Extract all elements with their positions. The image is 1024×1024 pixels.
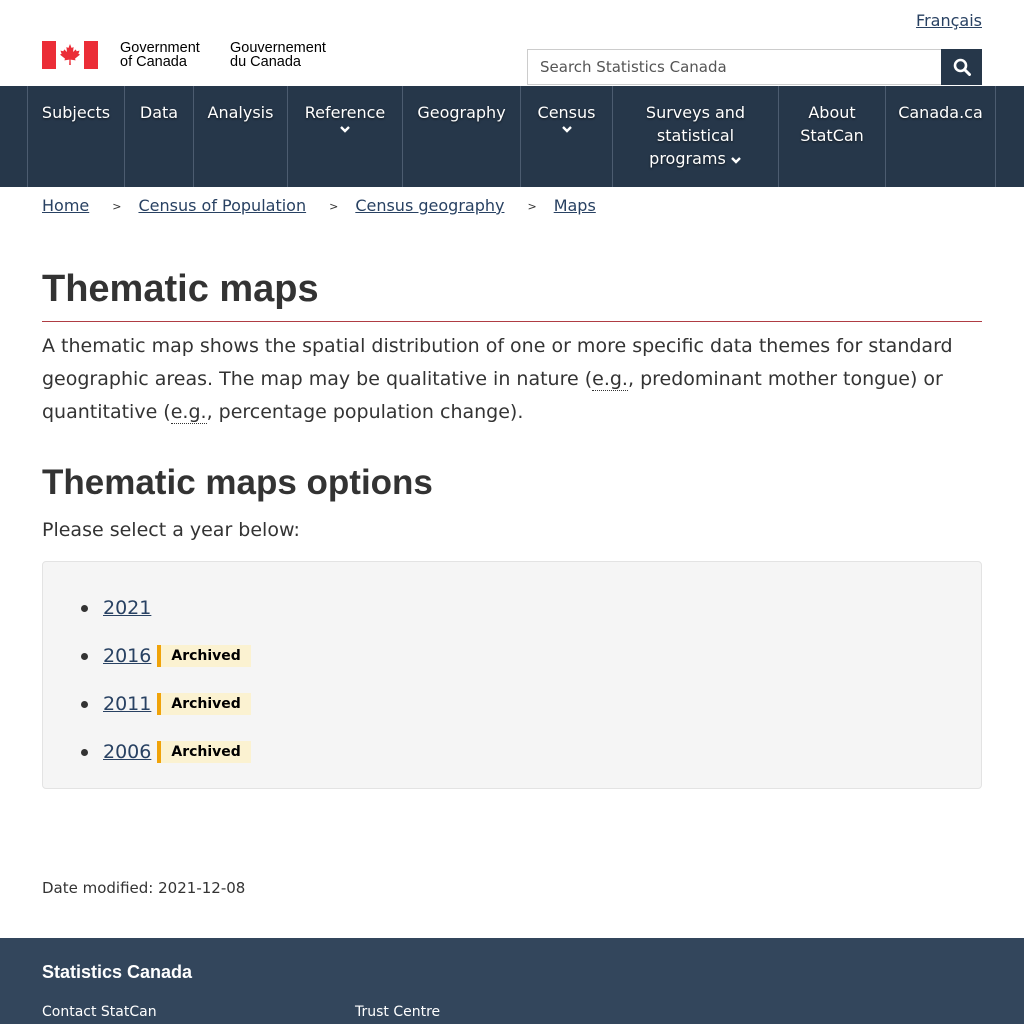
list-item xyxy=(81,632,251,680)
nav-item-label: Subjects xyxy=(41,103,111,122)
search-button[interactable] xyxy=(941,49,982,85)
government-of-canada-signature[interactable] xyxy=(42,41,340,69)
bullet-icon xyxy=(81,653,88,660)
nav-item-about[interactable] xyxy=(778,86,885,187)
year-link-2011[interactable]: 2011 xyxy=(103,693,152,715)
archived-badge: Archived xyxy=(157,645,250,667)
list-item xyxy=(81,680,251,728)
nav-item-label: Census xyxy=(537,103,596,122)
breadcrumb-separator: > xyxy=(112,200,122,213)
year-prompt: Please select a year below: xyxy=(42,519,300,541)
nav-item-label: StatCan xyxy=(800,126,864,145)
nav-item-census[interactable] xyxy=(520,86,612,187)
nav-item-label: Surveys and xyxy=(645,103,746,122)
year-options-panel xyxy=(42,561,982,789)
language-toggle-link[interactable]: Français xyxy=(916,11,982,30)
chevron-down-icon xyxy=(730,155,742,165)
eg-abbreviation: e.g. xyxy=(170,401,207,423)
brand-fr-line2: du Canada xyxy=(230,54,301,70)
search-input[interactable] xyxy=(527,49,941,85)
site-footer xyxy=(0,938,1024,1024)
date-modified xyxy=(42,879,245,897)
list-item xyxy=(81,728,251,776)
nav-item-canada-ca[interactable] xyxy=(885,86,996,187)
bullet-icon xyxy=(81,605,88,612)
date-modified-label: Date modified: xyxy=(42,879,154,897)
nav-item-data[interactable] xyxy=(124,86,193,187)
footer-title: Statistics Canada xyxy=(42,962,193,982)
breadcrumb-census-geography[interactable]: Census geography xyxy=(355,196,505,215)
breadcrumb-census-of-population[interactable]: Census of Population xyxy=(138,196,307,215)
year-list xyxy=(81,584,251,776)
breadcrumb-home[interactable]: Home xyxy=(42,196,90,215)
bullet-icon xyxy=(81,749,88,756)
brand-fr-line1: Gouvernement xyxy=(230,40,326,56)
year-link-2006[interactable]: 2006 xyxy=(103,741,152,763)
breadcrumb xyxy=(42,196,596,215)
page-title: Thematic maps xyxy=(42,268,982,322)
breadcrumb-maps[interactable]: Maps xyxy=(553,196,596,215)
year-link-2016[interactable]: 2016 xyxy=(103,645,152,667)
section-title: Thematic maps options xyxy=(42,463,433,502)
nav-item-label: Reference xyxy=(304,103,386,122)
breadcrumb-separator: > xyxy=(527,200,537,213)
nav-item-label: Data xyxy=(139,103,179,122)
footer-link-trust-centre[interactable]: Trust Centre xyxy=(355,1004,441,1020)
nav-item-analysis[interactable] xyxy=(193,86,287,187)
nav-item-subjects[interactable] xyxy=(27,86,124,187)
list-item xyxy=(81,584,251,632)
search-icon xyxy=(953,58,971,76)
intro-paragraph: A thematic map shows the spatial distribution of one or more specific data themes for standard geographic areas. The map may be qualitative in nature (e.g., predominant mother tongue) or quantitative (e.g., percentage population change). xyxy=(42,335,953,423)
breadcrumb-separator: > xyxy=(329,200,339,213)
footer-link-contact[interactable]: Contact StatCan xyxy=(42,1004,157,1020)
nav-item-geography[interactable] xyxy=(402,86,520,187)
nav-item-label: Canada.ca xyxy=(898,103,983,122)
nav-item-surveys[interactable] xyxy=(612,86,778,187)
canada-flag-icon xyxy=(42,41,98,69)
brand-en-line1: Government xyxy=(120,40,200,56)
date-modified-value: 2021-12-08 xyxy=(158,879,246,897)
nav-item-label: Analysis xyxy=(207,103,274,122)
archived-badge: Archived xyxy=(157,693,250,715)
chevron-down-icon xyxy=(561,124,573,134)
year-link-2021[interactable]: 2021 xyxy=(103,597,152,619)
nav-item-label: Geography xyxy=(417,103,506,122)
nav-item-label: programs xyxy=(649,149,726,168)
main-navigation xyxy=(0,86,1024,187)
nav-item-label: About xyxy=(808,103,856,122)
brand-en-line2: of Canada xyxy=(120,54,187,70)
eg-abbreviation: e.g. xyxy=(592,368,628,390)
nav-item-reference[interactable] xyxy=(287,86,402,187)
search-form xyxy=(527,49,982,85)
nav-item-label: statistical xyxy=(656,126,735,145)
bullet-icon xyxy=(81,701,88,708)
archived-badge: Archived xyxy=(157,741,250,763)
chevron-down-icon xyxy=(339,124,351,134)
